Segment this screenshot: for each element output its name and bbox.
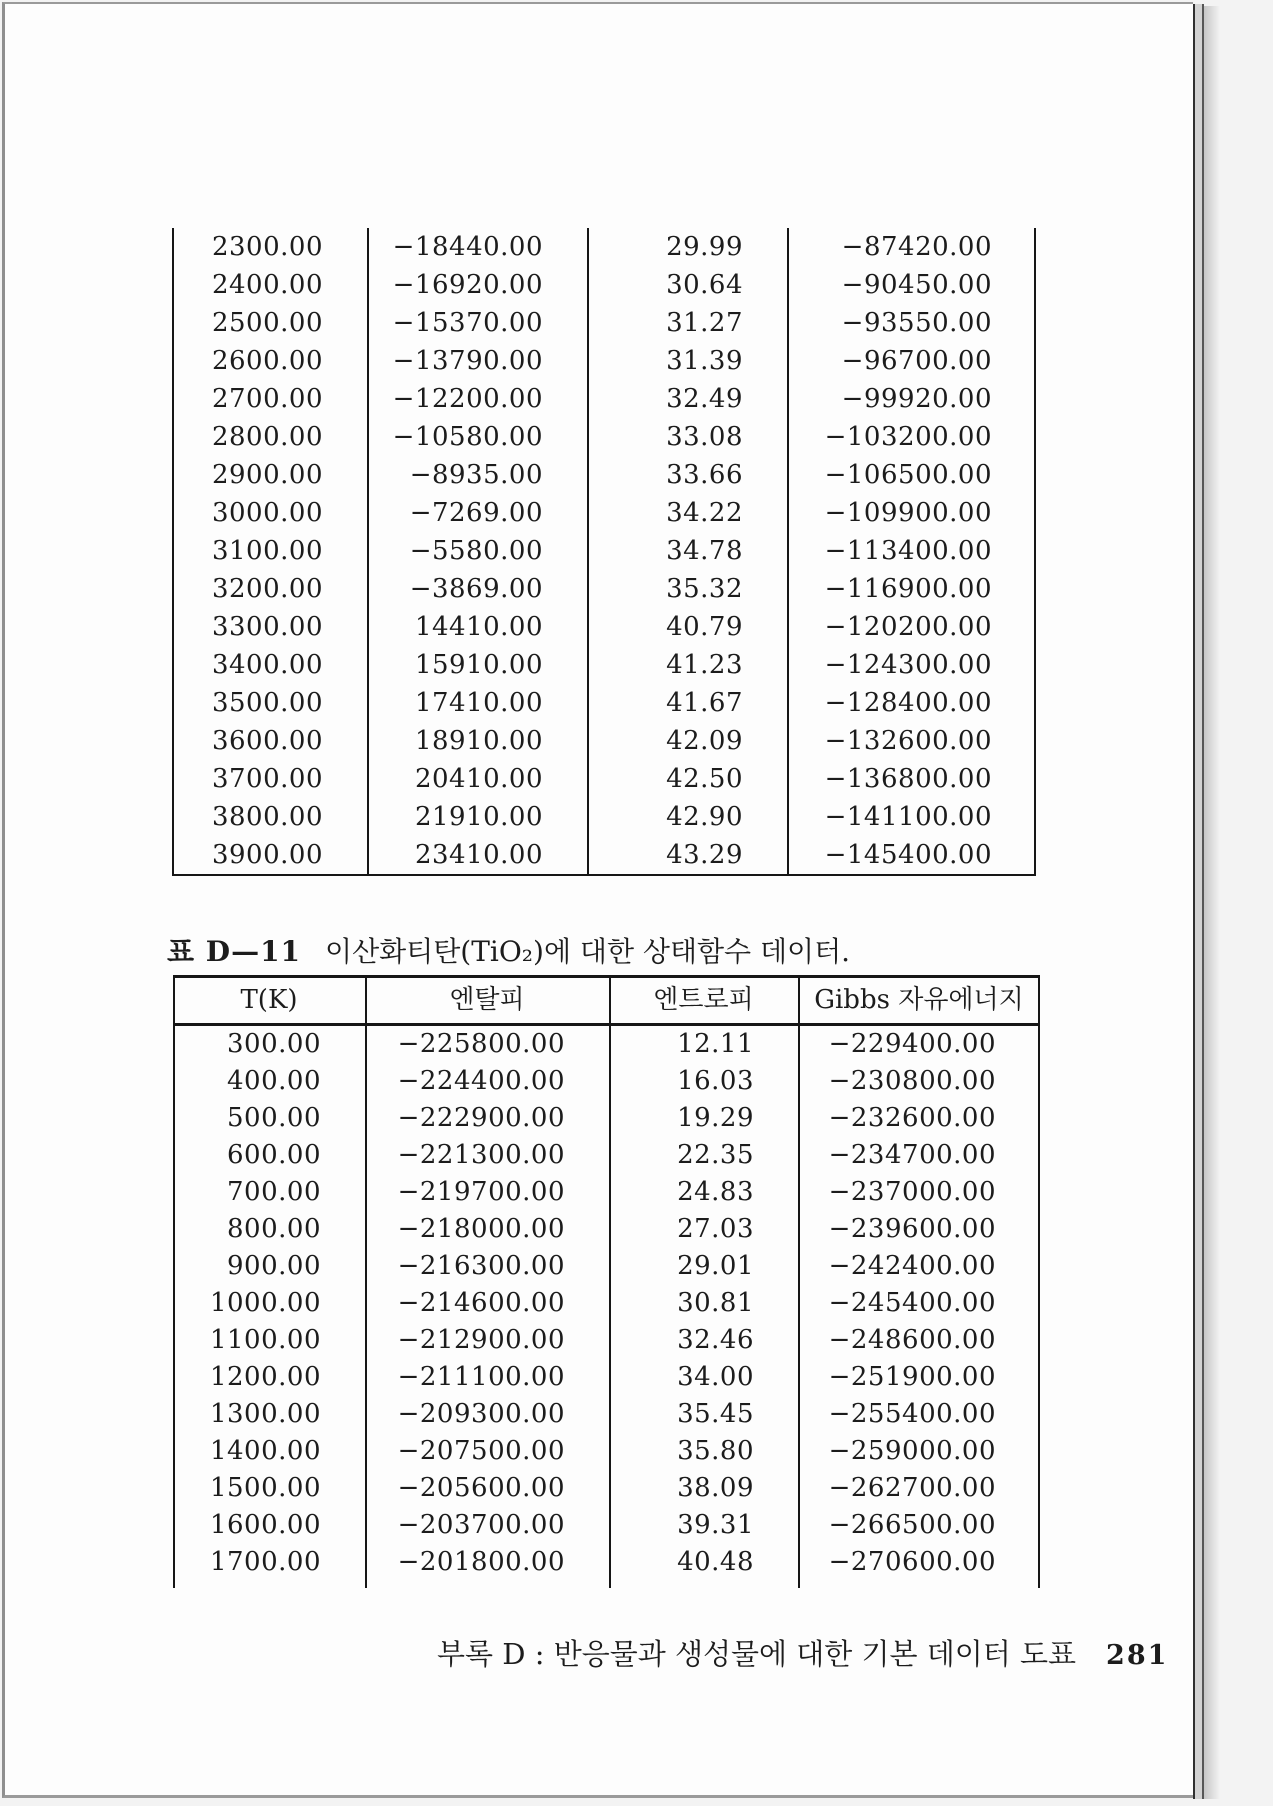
table-row <box>172 418 1036 456</box>
table-header-cell: 엔트로피 <box>653 985 754 1015</box>
table-cell: 1700.00 <box>209 1547 321 1577</box>
table-cell: 21910.00 <box>414 802 543 832</box>
table-cell: −128400.00 <box>824 688 992 718</box>
table-cell: −239600.00 <box>828 1214 996 1244</box>
table-cell: 30.81 <box>677 1288 754 1318</box>
table-cell: 22.35 <box>677 1140 754 1170</box>
table-cell: 16.03 <box>677 1066 754 1096</box>
table-cell: 23410.00 <box>414 840 543 870</box>
table-cell: 2500.00 <box>211 308 323 338</box>
table-cell: −255400.00 <box>828 1399 996 1429</box>
table-caption <box>167 930 850 970</box>
table-cell: −234700.00 <box>828 1140 996 1170</box>
table-cell: 35.80 <box>677 1436 754 1466</box>
table-row <box>172 760 1036 798</box>
table-cell: 2300.00 <box>211 232 323 262</box>
table-cell: 1500.00 <box>209 1473 321 1503</box>
table-row <box>172 456 1036 494</box>
footer-text: 부록 D : 반응물과 생성물에 대한 기본 데이터 도표 <box>437 1637 1077 1671</box>
table-cell: −13790.00 <box>392 346 543 376</box>
table-row <box>172 228 1036 266</box>
table-row <box>173 1322 1040 1359</box>
page-number: 281 <box>1106 1640 1169 1671</box>
table-cell: −201800.00 <box>397 1547 565 1577</box>
table-cell: −124300.00 <box>824 650 992 680</box>
table-cell: 2600.00 <box>211 346 323 376</box>
table-row <box>172 722 1036 760</box>
book-page-edge <box>1193 4 1204 1799</box>
table-row <box>173 1396 1040 1433</box>
table-cell: −218000.00 <box>397 1214 565 1244</box>
table-header-cell: T(K) <box>240 985 298 1015</box>
table-cell: 1100.00 <box>209 1325 321 1355</box>
table-cell: 38.09 <box>677 1473 754 1503</box>
table-cell: 24.83 <box>677 1177 754 1207</box>
table-cell: 30.64 <box>666 270 743 300</box>
table-cell: 39.31 <box>677 1510 754 1540</box>
table-cell: 3600.00 <box>211 726 323 756</box>
table-cell: −266500.00 <box>828 1510 996 1540</box>
table-cell: 27.03 <box>677 1214 754 1244</box>
table-cell: −262700.00 <box>828 1473 996 1503</box>
table-cell: −212900.00 <box>397 1325 565 1355</box>
table-cell: −224400.00 <box>397 1066 565 1096</box>
table-cell: 400.00 <box>227 1066 321 1096</box>
table-cell: −15370.00 <box>392 308 543 338</box>
table-cell: 29.99 <box>666 232 743 262</box>
table-cell: 31.27 <box>666 308 743 338</box>
table-row <box>173 1433 1040 1470</box>
table-cell: −103200.00 <box>824 422 992 452</box>
table-cell: −251900.00 <box>828 1362 996 1392</box>
table-row <box>172 532 1036 570</box>
table-cell: 42.09 <box>666 726 743 756</box>
table-cell: −145400.00 <box>824 840 992 870</box>
table-cell: −109900.00 <box>824 498 992 528</box>
table-cell: −7269.00 <box>409 498 543 528</box>
table-cell: 600.00 <box>227 1140 321 1170</box>
table-cell: −245400.00 <box>828 1288 996 1318</box>
table-cell: −216300.00 <box>397 1251 565 1281</box>
table-row <box>172 304 1036 342</box>
table-cell: −214600.00 <box>397 1288 565 1318</box>
table-row <box>173 1248 1040 1285</box>
table-cell: 29.01 <box>677 1251 754 1281</box>
table-cell: −16920.00 <box>392 270 543 300</box>
table-cell: 40.48 <box>677 1547 754 1577</box>
table-cell: 300.00 <box>227 1029 321 1059</box>
table-cell: 3200.00 <box>211 574 323 604</box>
state-function-table-continued <box>172 228 1036 876</box>
table-cell: −259000.00 <box>828 1436 996 1466</box>
table-cell: 33.66 <box>666 460 743 490</box>
table-cell: −93550.00 <box>841 308 992 338</box>
table-cell: −132600.00 <box>824 726 992 756</box>
table-row <box>173 1359 1040 1396</box>
table-cell: 35.45 <box>677 1399 754 1429</box>
table-cell: 2800.00 <box>211 422 323 452</box>
table-cell: 1600.00 <box>209 1510 321 1540</box>
table-cell: −225800.00 <box>397 1029 565 1059</box>
table-cell: 3100.00 <box>211 536 323 566</box>
table-row <box>173 1470 1040 1507</box>
table-row <box>172 380 1036 418</box>
table-cell: −120200.00 <box>824 612 992 642</box>
table-cell: 1000.00 <box>209 1288 321 1318</box>
table-cell: −229400.00 <box>828 1029 996 1059</box>
table-cell: 35.32 <box>666 574 743 604</box>
table-cell: −205600.00 <box>397 1473 565 1503</box>
table-row <box>173 1026 1040 1063</box>
table-row <box>172 836 1036 874</box>
table-row <box>173 1174 1040 1211</box>
table-row <box>172 342 1036 380</box>
table-row <box>172 494 1036 532</box>
table-cell: −87420.00 <box>841 232 992 262</box>
table-header-cell: Gibbs 자유에너지 <box>814 985 1024 1015</box>
table-cell: −99920.00 <box>841 384 992 414</box>
page-footer <box>437 1632 1168 1673</box>
table-caption-label: 표 D—11 <box>167 935 302 968</box>
table-cell: 32.46 <box>677 1325 754 1355</box>
table-row <box>172 798 1036 836</box>
table-cell: 34.00 <box>677 1362 754 1392</box>
table-cell: 2400.00 <box>211 270 323 300</box>
table-cell: −237000.00 <box>828 1177 996 1207</box>
table-cell: −270600.00 <box>828 1547 996 1577</box>
table-cell: 3800.00 <box>211 802 323 832</box>
table-cell: −136800.00 <box>824 764 992 794</box>
table-cell: 700.00 <box>227 1177 321 1207</box>
table-cell: −242400.00 <box>828 1251 996 1281</box>
table-cell: 34.22 <box>666 498 743 528</box>
table-cell: −219700.00 <box>397 1177 565 1207</box>
table-cell: −3869.00 <box>409 574 543 604</box>
table-cell: 32.49 <box>666 384 743 414</box>
table-row <box>173 1137 1040 1174</box>
table-cell: 20410.00 <box>414 764 543 794</box>
table-cell: 43.29 <box>666 840 743 870</box>
table-cell: −106500.00 <box>824 460 992 490</box>
table-cell: 800.00 <box>227 1214 321 1244</box>
tio2-state-function-table <box>173 975 1040 1588</box>
table-row <box>172 684 1036 722</box>
table-cell: 3700.00 <box>211 764 323 794</box>
table-cell: −12200.00 <box>392 384 543 414</box>
table-cell: 41.23 <box>666 650 743 680</box>
table-cell: 3900.00 <box>211 840 323 870</box>
table-row <box>173 1285 1040 1322</box>
table-cell: 3400.00 <box>211 650 323 680</box>
table-cell: −113400.00 <box>824 536 992 566</box>
table-cell: 33.08 <box>666 422 743 452</box>
table-cell: −203700.00 <box>397 1510 565 1540</box>
table-cell: 900.00 <box>227 1251 321 1281</box>
table-cell: 1300.00 <box>209 1399 321 1429</box>
table-cell: −10580.00 <box>392 422 543 452</box>
table-cell: 14410.00 <box>414 612 543 642</box>
table-cell: 17410.00 <box>414 688 543 718</box>
table-cell: −248600.00 <box>828 1325 996 1355</box>
table-cell: −96700.00 <box>841 346 992 376</box>
table-cell: −90450.00 <box>841 270 992 300</box>
table-cell: −5580.00 <box>409 536 543 566</box>
table-cell: −232600.00 <box>828 1103 996 1133</box>
table-row <box>173 1100 1040 1137</box>
table-row <box>172 646 1036 684</box>
table-cell: 1200.00 <box>209 1362 321 1392</box>
table-cell: −8935.00 <box>409 460 543 490</box>
table-cell: 12.11 <box>677 1029 754 1059</box>
table-cell: 1400.00 <box>209 1436 321 1466</box>
table-cell: −209300.00 <box>397 1399 565 1429</box>
table-header-row <box>173 978 1040 1026</box>
table-row <box>172 570 1036 608</box>
table-cell: 18910.00 <box>414 726 543 756</box>
table-cell: 15910.00 <box>414 650 543 680</box>
table-cell: 40.79 <box>666 612 743 642</box>
table-body <box>173 1026 1040 1581</box>
book-page-edge-shadow <box>1204 6 1220 1799</box>
table-cell: −211100.00 <box>397 1362 565 1392</box>
table-header-cell: 엔탈피 <box>449 985 525 1015</box>
table-cell: −116900.00 <box>824 574 992 604</box>
table-cell: 3000.00 <box>211 498 323 528</box>
table-cell: 34.78 <box>666 536 743 566</box>
table-row <box>173 1544 1040 1581</box>
table-cell: −18440.00 <box>392 232 543 262</box>
table-cell: 19.29 <box>677 1103 754 1133</box>
table-cell: 42.50 <box>666 764 743 794</box>
table-row <box>173 1507 1040 1544</box>
table-cell: 3500.00 <box>211 688 323 718</box>
table-cell: −230800.00 <box>828 1066 996 1096</box>
table-row <box>172 266 1036 304</box>
table-cell: −141100.00 <box>824 802 992 832</box>
table-caption-text: 이산화티탄(TiO₂)에 대한 상태함수 데이터. <box>325 935 851 968</box>
table-row <box>172 608 1036 646</box>
table-cell: 42.90 <box>666 802 743 832</box>
table-cell: 31.39 <box>666 346 743 376</box>
table-cell: −222900.00 <box>397 1103 565 1133</box>
table-cell: 3300.00 <box>211 612 323 642</box>
table-cell: 41.67 <box>666 688 743 718</box>
table-cell: 2700.00 <box>211 384 323 414</box>
table-cell: −207500.00 <box>397 1436 565 1466</box>
table-cell: 500.00 <box>227 1103 321 1133</box>
table-row <box>173 1211 1040 1248</box>
table-row <box>173 1063 1040 1100</box>
table-cell: 2900.00 <box>211 460 323 490</box>
table-cell: −221300.00 <box>397 1140 565 1170</box>
